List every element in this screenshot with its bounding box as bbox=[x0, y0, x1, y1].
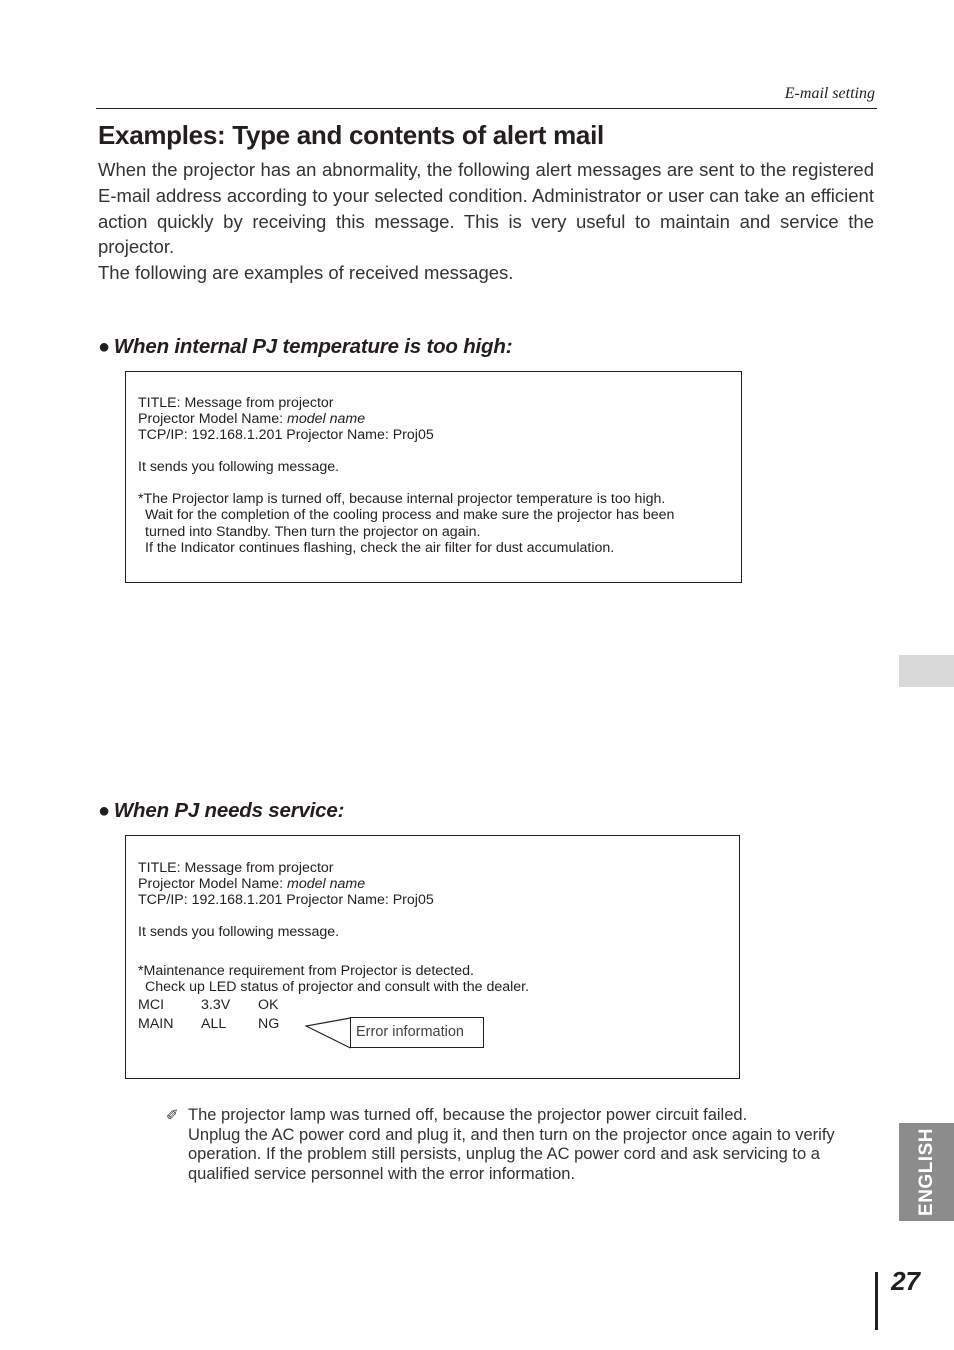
note-line: Unplug the AC power cord and plug it, and then turn on the projector once again to verify operation. If the problem still persists, unplug the AC power cord and ask servicing to a qualified service personnel with the error information. bbox=[188, 1125, 835, 1183]
subheading-service-text: When PJ needs service: bbox=[113, 799, 345, 822]
subheading-temperature-text: When internal PJ temperature is too high: bbox=[113, 335, 513, 358]
intro-text bbox=[98, 157, 874, 286]
mail-message-line: If the Indicator continues flashing, check the air filter for dust accumulation. bbox=[145, 539, 615, 556]
note-text bbox=[188, 1106, 876, 1184]
side-tab-marker bbox=[899, 655, 954, 687]
mail-example-temperature bbox=[125, 371, 742, 583]
page-title: Examples: Type and contents of alert mail bbox=[98, 120, 604, 150]
note bbox=[166, 1106, 876, 1184]
bullet-icon: ● bbox=[98, 336, 110, 358]
mail-title-line: TITLE: Message from projector bbox=[138, 860, 334, 876]
pencil-note-icon: ✐ bbox=[166, 1107, 179, 1124]
intro-followup: The following are examples of received messages. bbox=[98, 262, 514, 284]
mail-model-line: Projector Model Name: model name bbox=[138, 411, 366, 428]
callout-pointer-icon bbox=[305, 1017, 355, 1049]
mail-model-value: model name bbox=[287, 411, 366, 428]
mail-message-line: *The Projector lamp is turned off, because internal projector temperature is too high. bbox=[138, 491, 666, 508]
status-row: MCI 3.3V OK bbox=[138, 996, 279, 1013]
section-label: E-mail setting bbox=[784, 85, 875, 102]
language-tab bbox=[899, 1123, 954, 1221]
mail-model-value: model name bbox=[287, 876, 366, 893]
page-number: 27 bbox=[891, 1266, 920, 1296]
intro-paragraph: When the projector has an abnormality, the following alert messages are sent to the registered E-mail address according to your selected condition. Administrator or user can take an efficient action quickly by receiving this message. This is very useful to maintain and service the projector. bbox=[98, 159, 874, 258]
header-rule bbox=[96, 108, 877, 109]
note-line: The projector lamp was turned off, because the projector power circuit failed. bbox=[188, 1106, 748, 1124]
mail-message-line: turned into Standby. Then turn the projector on again. bbox=[145, 523, 481, 540]
page-number-rule bbox=[875, 1272, 878, 1330]
mail-message-line: Check up LED status of projector and consult with the dealer. bbox=[145, 979, 530, 996]
mail-message-line: Wait for the completion of the cooling process and make sure the projector has been bbox=[145, 507, 675, 524]
mail-model-line: Projector Model Name: model name bbox=[138, 876, 366, 893]
bullet-icon: ● bbox=[98, 800, 110, 822]
mail-sends-line: It sends you following message. bbox=[138, 459, 340, 476]
subheading-service bbox=[98, 799, 344, 823]
language-tab-label: ENGLISH bbox=[915, 1128, 937, 1216]
error-information-callout: Error information bbox=[350, 1017, 484, 1048]
status-row: MAIN ALL NG bbox=[138, 1015, 280, 1032]
mail-ip-line: TCP/IP: 192.168.1.201 Projector Name: Proj05 bbox=[138, 427, 434, 444]
mail-title-line: TITLE: Message from projector bbox=[138, 395, 334, 411]
subheading-temperature bbox=[98, 335, 512, 359]
mail-message-line: *Maintenance requirement from Projector is detected. bbox=[138, 963, 474, 980]
mail-sends-line: It sends you following message. bbox=[138, 924, 340, 941]
mail-ip-line: TCP/IP: 192.168.1.201 Projector Name: Proj05 bbox=[138, 892, 434, 909]
